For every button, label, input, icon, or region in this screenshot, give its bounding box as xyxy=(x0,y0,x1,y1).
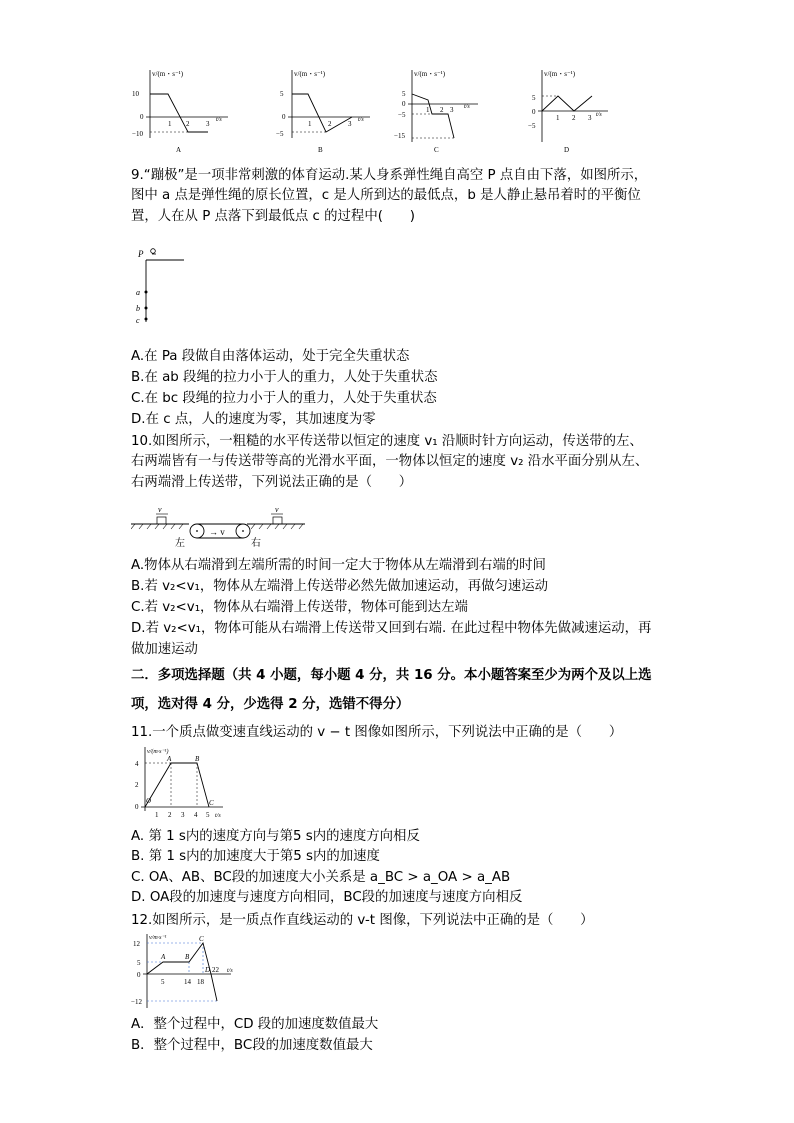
q9-stem-line-1: 9.“蹦极”是一项非常刺激的体育运动.某人身系弹性绳自高空 P 点自由下落，如图所示， xyxy=(131,168,648,183)
q11-t-label: t/s xyxy=(215,813,221,819)
conveyor-figure xyxy=(131,500,307,548)
graph-d xyxy=(528,70,608,154)
graph-a xyxy=(132,70,228,154)
section2-heading-line-2: 项，选对得 4 分，少选得 2 分，选错不得分） xyxy=(131,697,410,712)
bungee-b-label: b xyxy=(136,304,140,313)
q11-option-d: D. OA段的加速度与速度方向相同，BC段的加速度与速度方向相反 xyxy=(131,890,523,905)
graph-a-ytick-1: 10 xyxy=(132,90,139,98)
q12-xtick-18: 18 xyxy=(197,978,204,986)
q9-option-c: C.在 bc 段绳的拉力小于人的重力，人处于失重状态 xyxy=(131,391,437,406)
q10-option-c: C.若 v₂<v₁，物体从右端滑上传送带，物体可能到达左端 xyxy=(131,600,468,615)
q9-stem-line-2: 图中 a 点是弹性绳的原长位置，c 是人所到达的最低点，b 是人静止悬吊着时的平衡位 xyxy=(131,188,641,203)
graph-b-xtick-1: 1 xyxy=(308,120,312,128)
graph-a-xtick-1: 1 xyxy=(168,120,172,128)
q11-option-a: A. 第 1 s内的速度方向与第5 s内的速度方向相反 xyxy=(131,829,420,844)
graph-a-ytick-2: 0 xyxy=(140,113,144,121)
q11-xtick-5: 5 xyxy=(206,811,210,819)
graph-c-ytick-1: 5 xyxy=(402,90,406,98)
bungee-p-label: P xyxy=(138,249,144,259)
top-graphs-figure xyxy=(128,66,608,156)
right-v-label: v xyxy=(275,505,279,514)
graph-b-xtick-3: 3 xyxy=(348,120,352,128)
bungee-a-label: a xyxy=(136,288,140,297)
graph-d-t-label: t/s xyxy=(596,112,602,118)
q12-ytick-12: 12 xyxy=(133,940,140,948)
q12-t-label: t/s xyxy=(227,968,233,974)
graph-d-axis-label: v/(m・s⁻¹) xyxy=(544,70,576,78)
q12-ytick-0: 0 xyxy=(137,971,141,979)
q12-point-c: C xyxy=(199,935,204,943)
graph-d-ytick-2: 0 xyxy=(532,108,536,116)
graph-a-letter: A xyxy=(176,146,182,154)
graph-c-letter: C xyxy=(434,146,439,154)
graph-b-ytick-2: 0 xyxy=(282,113,286,121)
q11-vt-graph xyxy=(131,745,227,823)
q9-option-a: A.在 Pa 段做自由落体运动，处于完全失重状态 xyxy=(131,349,410,364)
q11-xtick-3: 3 xyxy=(181,811,185,819)
q11-ytick-4: 4 xyxy=(135,760,139,768)
graph-c-ytick-3: −5 xyxy=(398,111,406,119)
left-v-label: v xyxy=(158,505,162,514)
graph-d-xtick-3: 3 xyxy=(588,114,592,122)
left-label: 左 xyxy=(175,538,185,548)
graph-b-xtick-2: 2 xyxy=(328,120,332,128)
q12-ytick-neg12: −12 xyxy=(131,998,142,1006)
q10-option-a: A.物体从右端滑到左端所需的时间一定大于物体从左端滑到右端的时间 xyxy=(131,558,546,573)
q12-ytick-5: 5 xyxy=(137,959,141,967)
graph-c-xtick-2: 2 xyxy=(440,106,444,114)
left-block xyxy=(157,517,166,524)
q12-xtick-14: 14 xyxy=(184,978,191,986)
graph-c-axis-label: v/(m・s⁻¹) xyxy=(414,70,446,78)
graph-d-ytick-1: 5 xyxy=(532,94,536,102)
graph-d-letter: D xyxy=(564,146,570,154)
q11-option-b: B. 第 1 s内的加速度大于第5 s内的加速度 xyxy=(131,849,380,864)
q12-vt-graph xyxy=(131,932,243,1012)
q12-point-b: B xyxy=(185,953,190,961)
q10-option-d: D.若 v₂<v₁，物体可能从右端滑上传送带又回到右端. 在此过程中物体先做减速运动，再 xyxy=(131,621,652,636)
q11-point-o: O xyxy=(146,797,152,805)
q11-y-label: v/(m·s⁻¹) xyxy=(147,749,169,755)
graph-a-axis-label: v/(m・s⁻¹) xyxy=(152,70,184,78)
graph-c-xtick-1: 1 xyxy=(426,106,430,114)
graph-a-xtick-3: 3 xyxy=(206,120,210,128)
graph-d-xtick-2: 2 xyxy=(572,114,576,122)
q12-xtick-22: 22 xyxy=(212,966,219,974)
q12-point-a: A xyxy=(161,953,166,961)
bungee-figure xyxy=(136,246,196,328)
q11-xtick-2: 2 xyxy=(168,811,172,819)
q12-option-b: B．整个过程中，BC段的加速度数值最大 xyxy=(131,1038,373,1053)
person-icon xyxy=(151,249,156,254)
q12-xtick-5: 5 xyxy=(161,978,165,986)
q11-xtick-1: 1 xyxy=(155,811,159,819)
graph-b xyxy=(276,70,370,154)
graph-d-xtick-1: 1 xyxy=(556,114,560,122)
graph-a-xtick-2: 2 xyxy=(186,120,190,128)
graph-b-ytick-3: −5 xyxy=(276,130,284,138)
q11-ytick-0: 0 xyxy=(135,803,139,811)
graph-c-t-label: t/s xyxy=(464,104,470,110)
q11-stem: 11.一个质点做变速直线运动的 v − t 图像如图所示，下列说法中正确的是（ ） xyxy=(131,725,623,740)
q10-stem-line-2: 右两端皆有一与传送带等高的光滑水平面，一物体以恒定的速度 v₂ 沿水平面分别从左、 xyxy=(131,454,649,469)
bungee-c-label: c xyxy=(136,316,140,325)
q11-ytick-2: 2 xyxy=(135,781,139,789)
q11-xtick-4: 4 xyxy=(194,811,198,819)
q10-stem-line-1: 10.如图所示，一粗糙的水平传送带以恒定的速度 v₁ 沿顺时针方向运动，传送带的左、 xyxy=(131,434,643,449)
q11-point-c: C xyxy=(209,799,214,807)
graph-c-xtick-3: 3 xyxy=(450,106,454,114)
q12-point-d: D xyxy=(205,966,211,974)
q10-stem-line-3: 右两端滑上传送带，下列说法正确的是（ ） xyxy=(131,475,413,490)
q12-y-label: v/m·s⁻¹ xyxy=(149,935,167,941)
graph-b-letter: B xyxy=(318,146,323,154)
right-label: 右 xyxy=(251,538,261,548)
graph-a-t-label: t/s xyxy=(216,117,222,123)
belt-velocity-label: → v xyxy=(209,527,225,537)
q11-point-a: A xyxy=(167,755,172,763)
right-block xyxy=(273,517,282,524)
q11-option-c: C. OA、AB、BC段的加速度大小关系是 a_BC > a_OA > a_AB xyxy=(131,870,511,885)
section2-heading-line-1: 二．多项选择题（共 4 小题，每小题 4 分，共 16 分。本小题答案至少为两个及以上选 xyxy=(131,668,652,683)
graph-c-ytick-2: 0 xyxy=(402,100,406,108)
q12-option-a: A．整个过程中，CD 段的加速度数值最大 xyxy=(131,1017,379,1032)
graph-a-ytick-3: −10 xyxy=(132,130,143,138)
q10-option-d-cont: 做加速运动 xyxy=(131,642,198,657)
graph-b-axis-label: v/(m・s⁻¹) xyxy=(294,70,326,78)
graph-d-ytick-3: −5 xyxy=(528,122,536,130)
q9-option-b: B.在 ab 段绳的拉力小于人的重力，人处于失重状态 xyxy=(131,370,438,385)
q9-option-d: D.在 c 点，人的速度为零，其加速度为零 xyxy=(131,412,376,427)
q11-point-b: B xyxy=(195,755,200,763)
graph-c-ytick-4: −15 xyxy=(394,132,405,140)
graph-c xyxy=(394,70,478,154)
graph-b-ytick-1: 5 xyxy=(280,90,284,98)
q10-option-b: B.若 v₂<v₁，物体从左端滑上传送带必然先做加速运动，再做匀速运动 xyxy=(131,579,549,594)
q9-stem-line-3: 置，人在从 P 点落下到最低点 c 的过程中( ) xyxy=(131,209,415,224)
graph-b-t-label: t/s xyxy=(358,117,364,123)
q12-stem: 12.如图所示，是一质点作直线运动的 v-t 图像，下列说法中正确的是（ ） xyxy=(131,913,594,928)
